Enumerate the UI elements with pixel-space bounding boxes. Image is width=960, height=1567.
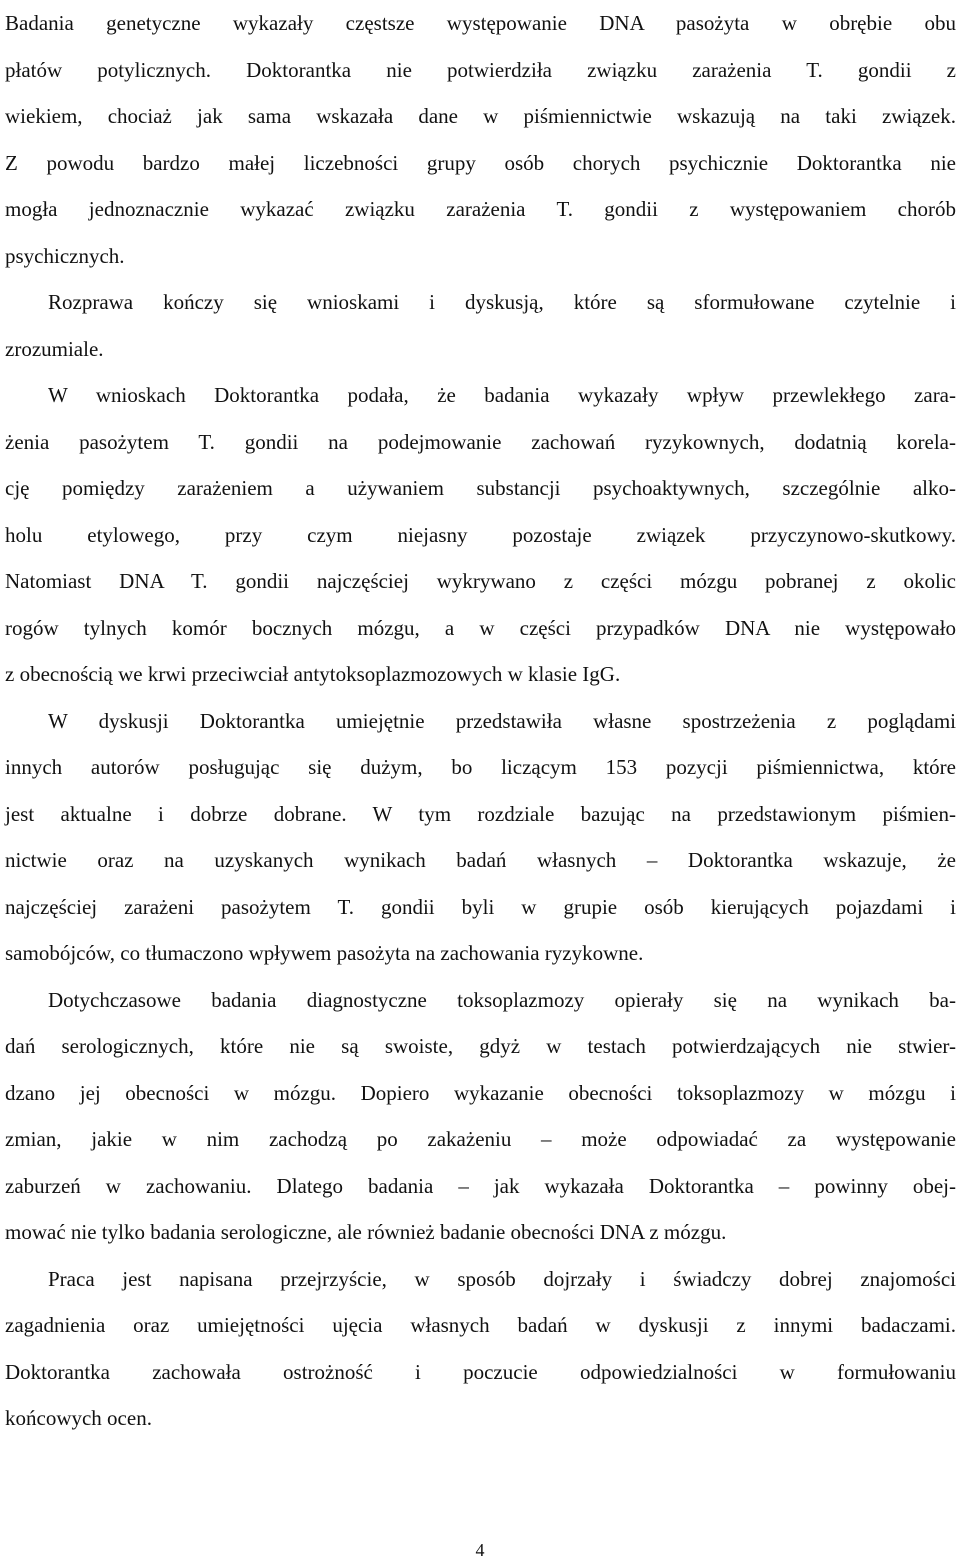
text-line: Natomiast DNA T. gondii najczęściej wykrywano z części mózgu pobranej z okolic xyxy=(5,569,956,593)
text-line: mować nie tylko badania serologiczne, ale również badanie obecności DNA z mózgu. xyxy=(5,1220,727,1244)
text-line: W wnioskach Doktorantka podała, że badania wykazały wpływ przewlekłego zara- xyxy=(48,383,956,407)
text-line: dań serologicznych, które nie są swoiste, gdyż w testach potwierdzających nie stwier- xyxy=(5,1034,956,1058)
text-line: płatów potylicznych. Doktorantka nie potwierdziła związku zarażenia T. gondii z xyxy=(5,57,956,82)
text-line: zagadnienia oraz umiejętności ujęcia własnych badań w dyskusji z innymi badaczami. xyxy=(5,1313,956,1337)
paragraph-conclusions xyxy=(5,372,956,698)
page-number: 4 xyxy=(475,1540,485,1560)
paragraph-assessment xyxy=(5,1256,956,1442)
text-line: z obecnością we krwi przeciwciał antytoksoplazmozowych w klasie IgG. xyxy=(5,662,621,686)
text-line: holu etylowego, przy czym niejasny pozostaje związek przyczynowo-skutkowy. xyxy=(5,522,956,547)
text-line: zmian, jakie w nim zachodzą po zakażeniu – może odpowiadać za występowanie xyxy=(5,1127,956,1151)
text-line: wiekiem, chociaż jak sama wskazała dane w piśmiennictwie wskazują na taki związek. xyxy=(5,104,956,128)
text-line: W dyskusji Doktorantka umiejętnie przedstawiła własne spostrzeżenia z poglądami xyxy=(48,708,956,733)
text-line: Praca jest napisana przejrzyście, w sposób dojrzały i świadczy dobrej znajomości xyxy=(48,1266,956,1291)
text-line: zaburzeń w zachowaniu. Dlatego badania – jak wykazała Doktorantka – powinny obej- xyxy=(5,1173,956,1198)
paragraph-diagnostics xyxy=(5,977,956,1256)
text-line: rogów tylnych komór bocznych mózgu, a w części przypadków DNA nie występowało xyxy=(5,615,956,640)
text-line: najczęściej zarażeni pasożytem T. gondii byli w grupie osób kierujących pojazdami i xyxy=(5,894,956,919)
text-line: żenia pasożytem T. gondii na podejmowanie zachowań ryzykownych, dodatnią korela- xyxy=(5,429,956,454)
text-line: Dotychczasowe badania diagnostyczne toksoplazmozy opierały się na wynikach ba- xyxy=(48,987,956,1012)
text-line: Badania genetyczne wykazały częstsze występowanie DNA pasożyta w obrębie obu xyxy=(5,11,956,35)
text-line: końcowych ocen. xyxy=(5,1406,152,1430)
document-body xyxy=(5,0,956,1442)
paragraph-discussion xyxy=(5,698,956,977)
text-line: psychicznych. xyxy=(5,243,125,268)
text-line: Z powodu bardzo małej liczebności grupy osób chorych psychicznie Doktorantka nie xyxy=(5,150,956,175)
paragraph-genetic-findings xyxy=(5,0,956,279)
text-line: mogła jednoznacznie wykazać związku zarażenia T. gondii z występowaniem chorób xyxy=(5,197,956,221)
paragraph-conclusions-intro xyxy=(5,279,956,372)
text-line: nictwie oraz na uzyskanych wynikach badań własnych – Doktorantka wskazuje, że xyxy=(5,848,956,872)
text-line: Doktorantka zachowała ostrożność i poczucie odpowiedzialności w formułowaniu xyxy=(5,1359,956,1384)
text-line: zrozumiale. xyxy=(5,336,104,361)
text-line: Rozprawa kończy się wnioskami i dyskusją, które są sformułowane czytelnie i xyxy=(48,290,956,314)
text-line: samobójców, co tłumaczono wpływem pasożyta na zachowania ryzykowne. xyxy=(5,941,644,965)
text-line: cję pomiędzy zarażeniem a używaniem substancji psychoaktywnych, szczególnie alko- xyxy=(5,476,956,500)
text-line: dzano jej obecności w mózgu. Dopiero wykazanie obecności toksoplazmozy w mózgu i xyxy=(5,1080,956,1105)
text-line: innych autorów posługując się dużym, bo liczącym 153 pozycji piśmiennictwa, które xyxy=(5,755,956,779)
text-line: jest aktualne i dobrze dobrane. W tym rozdziale bazując na przedstawionym piśmien- xyxy=(5,801,956,826)
